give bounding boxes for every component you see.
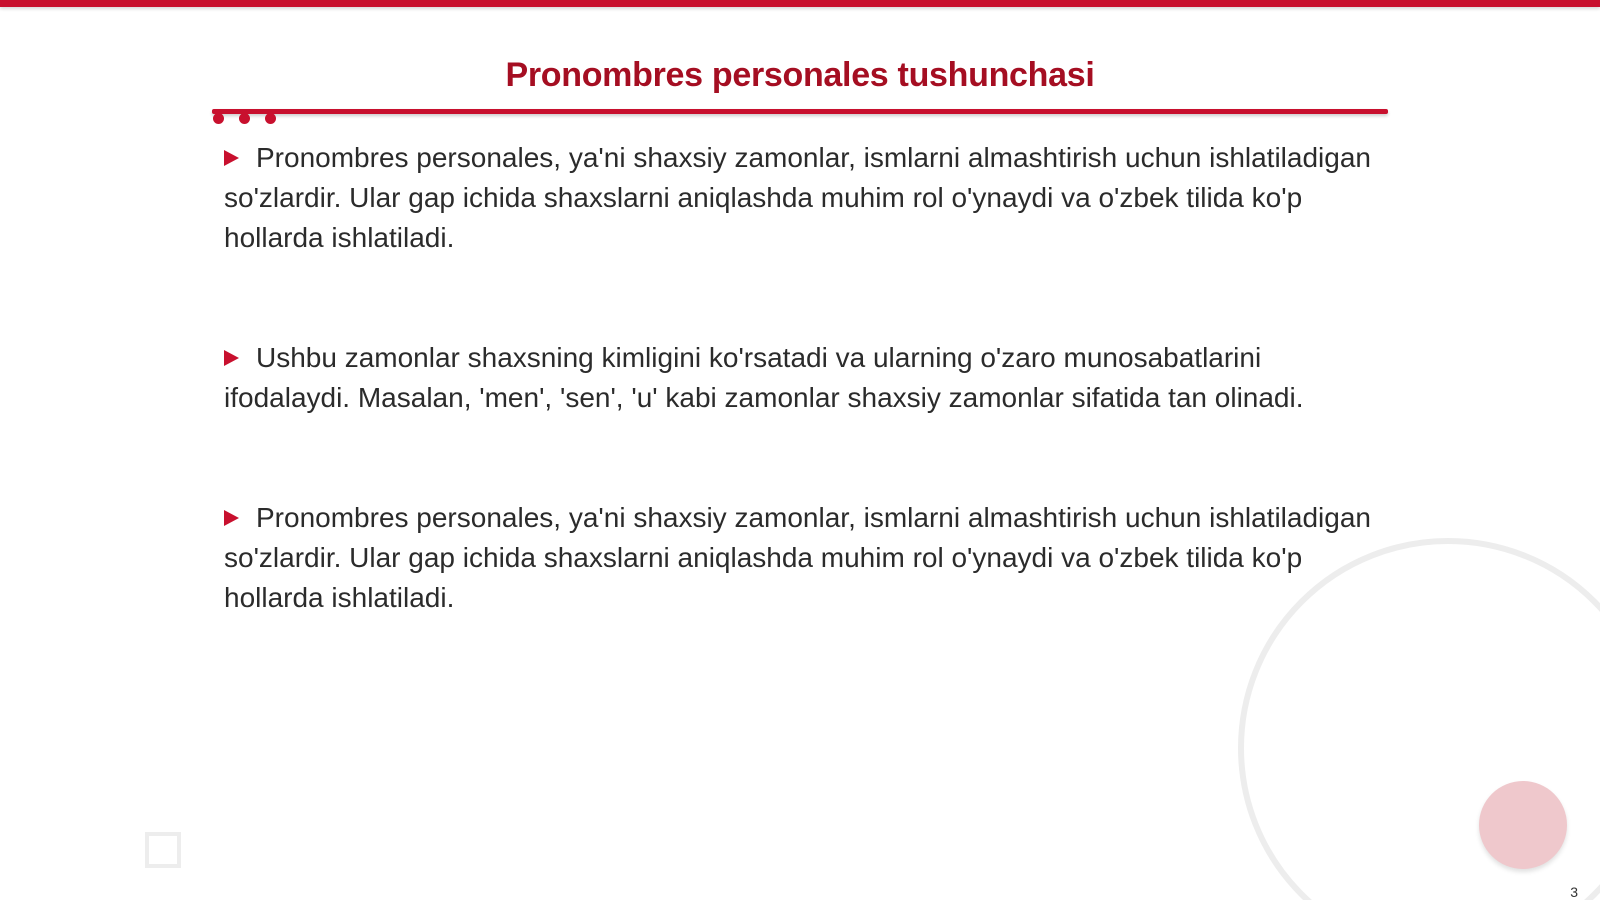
bullet-text: Pronombres personales, ya'ni shaxsiy zamonlar, ismlarni almashtirish uchun ishlatiladigan so'zlardir. Ular gap ichida shaxslarni aniqlashda muhim rol o'ynaydi va o'zbek tilida ko'p hollarda ishlatiladi. (224, 502, 1371, 613)
title-underline (212, 109, 1388, 114)
triangle-right-icon (224, 350, 239, 366)
decorative-dot (265, 113, 276, 124)
top-accent-bar (0, 0, 1600, 7)
bullet-text: Pronombres personales, ya'ni shaxsiy zamonlar, ismlarni almashtirish uchun ishlatiladigan so'zlardir. Ular gap ichida shaxslarni aniqlashda muhim rol o'ynaydi va o'zbek tilida ko'p hollarda ishlatiladi. (224, 142, 1371, 253)
page-number: 3 (1570, 884, 1578, 900)
decorative-dot (213, 113, 224, 124)
bullet-item (224, 338, 1374, 418)
triangle-right-icon (224, 150, 239, 166)
decorative-square (145, 832, 181, 868)
triangle-right-icon (224, 510, 239, 526)
slide-title: Pronombres personales tushunchasi (505, 56, 1095, 94)
decorative-circle (1479, 781, 1567, 869)
bullet-item (224, 138, 1374, 258)
bullet-text: Ushbu zamonlar shaxsning kimligini ko'rsatadi va ularning o'zaro munosabatlarini ifodalaydi. Masalan, 'men', 'sen', 'u' kabi zamonlar shaxsiy zamonlar sifatida tan olinadi. (224, 342, 1304, 413)
bullet-item (224, 498, 1374, 618)
bullet-list (224, 138, 1374, 618)
decorative-dot (239, 113, 250, 124)
